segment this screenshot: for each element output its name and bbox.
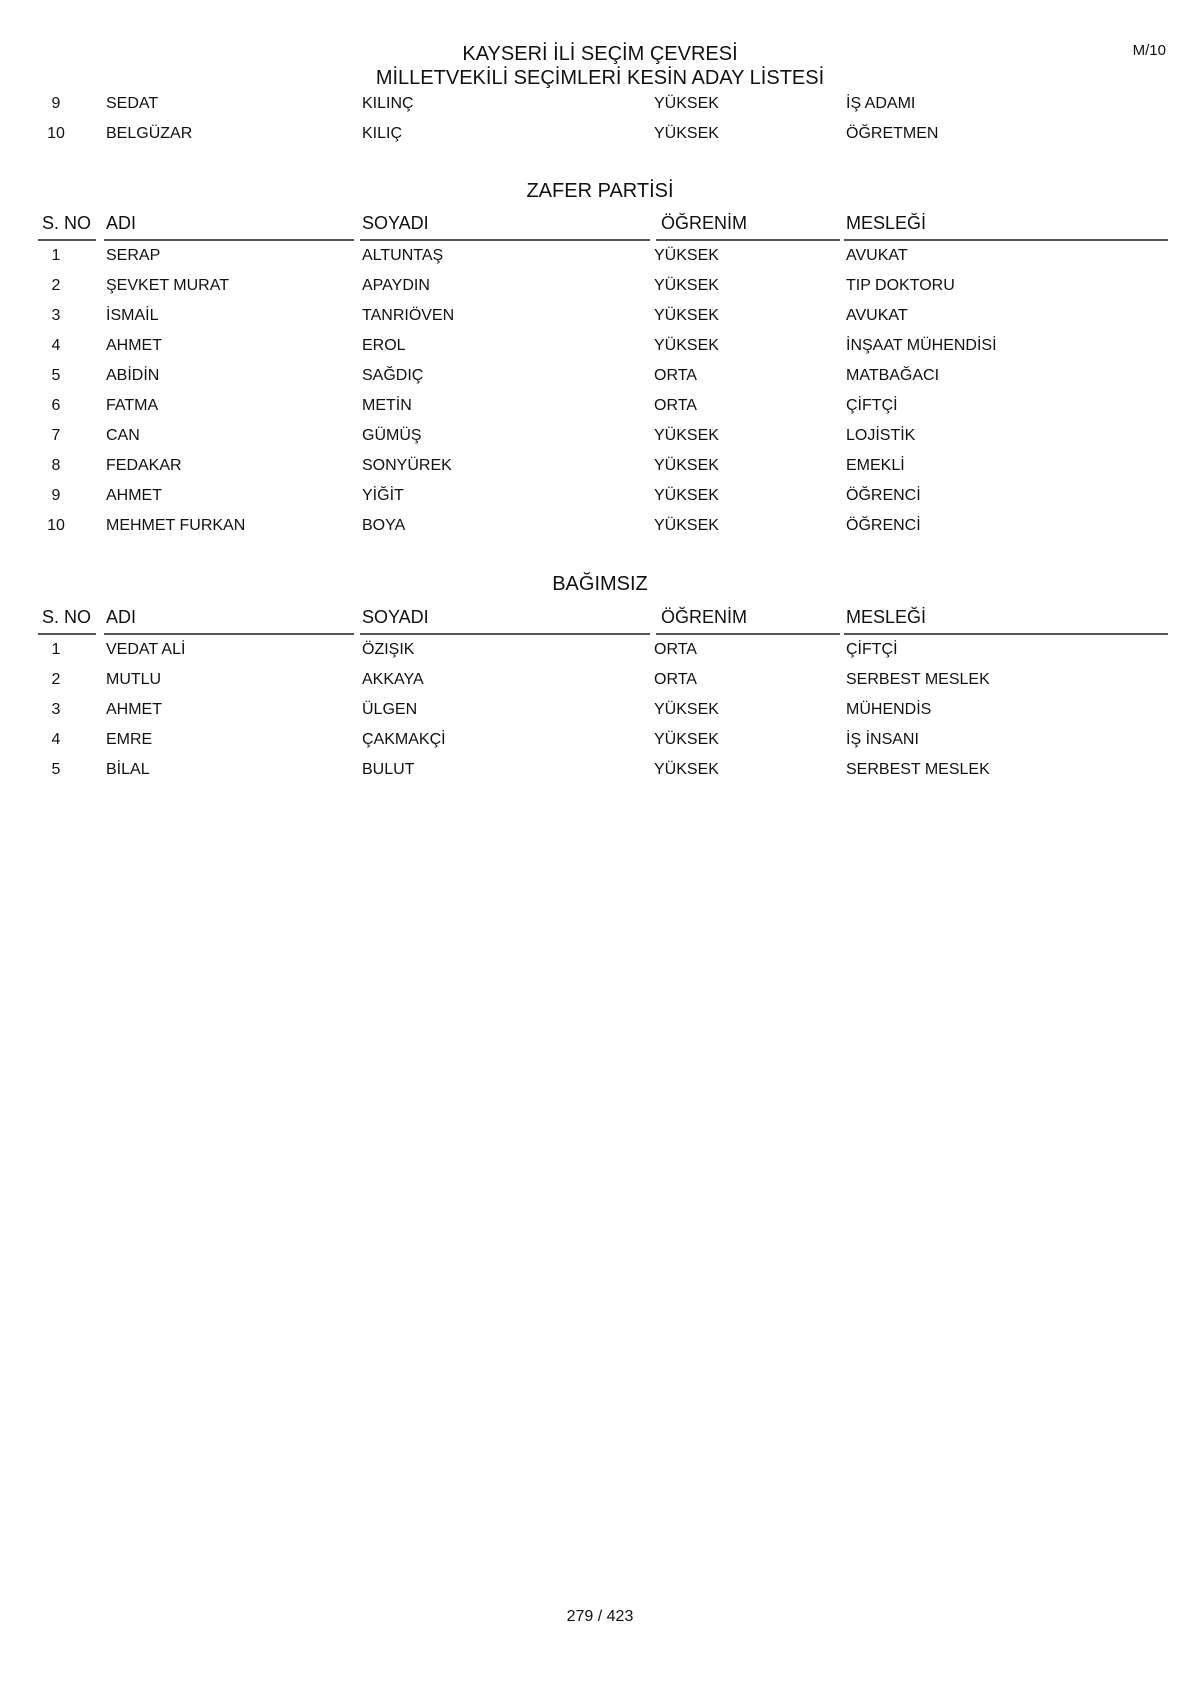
row-profession: SERBEST MESLEK [846,761,990,778]
header-surname-label: SOYADI [362,213,429,233]
row-surname: BOYA [362,517,406,534]
table-row [0,277,1200,299]
header-profession [844,607,1168,635]
row-name: AHMET [106,337,162,354]
row-no: 9 [51,487,61,504]
table-row [0,95,1200,117]
row-name: FEDAKAR [106,457,182,474]
row-no: 2 [51,277,61,294]
row-no: 6 [51,397,61,414]
document-header [0,42,1200,90]
table-row [0,517,1200,539]
row-surname: KILIÇ [362,125,403,142]
table-row [0,701,1200,723]
row-surname: ALTUNTAŞ [362,247,444,264]
row-name: ŞEVKET MURAT [106,277,229,294]
page-code: M/10 [1132,42,1166,59]
header-subtitle: MİLLETVEKİLİ SEÇİMLERİ KESİN ADAY LİSTESİ [375,67,825,89]
table-row [0,427,1200,449]
row-profession: EMEKLİ [846,457,905,474]
row-no: 7 [51,427,61,444]
row-surname: METİN [362,397,412,414]
row-no: 4 [51,337,61,354]
table-row [0,761,1200,783]
table-row [0,731,1200,753]
row-name: MEHMET FURKAN [106,517,246,534]
row-no: 1 [51,641,61,658]
row-profession: TIP DOKTORU [846,277,955,294]
header-surname-label: SOYADI [362,607,429,627]
row-surname: BULUT [362,761,415,778]
row-no: 8 [51,457,61,474]
row-no: 10 [47,125,65,142]
row-no: 5 [51,367,61,384]
row-education: ORTA [654,641,697,658]
row-name: MUTLU [106,671,162,688]
row-name: BİLAL [106,761,150,778]
row-education: YÜKSEK [654,337,719,354]
row-surname: TANRIÖVEN [362,307,455,324]
row-profession: MÜHENDİS [846,701,932,718]
row-name: SEDAT [106,95,159,112]
row-education: YÜKSEK [654,125,719,142]
header-profession [844,213,1168,241]
row-name: FATMA [106,397,159,414]
row-name: İSMAİL [106,307,159,324]
table-row [0,457,1200,479]
header-profession-label: MESLEĞİ [846,607,927,627]
row-name: ABİDİN [106,367,160,384]
row-education: YÜKSEK [654,247,719,264]
row-surname: ÖZIŞIK [362,641,415,658]
row-profession: ÇİFTÇİ [846,641,898,658]
row-profession: ÇİFTÇİ [846,397,898,414]
column-headers [0,213,1200,241]
row-profession: ÖĞRENCİ [846,517,921,534]
row-education: YÜKSEK [654,95,719,112]
row-education: ORTA [654,397,697,414]
row-education: YÜKSEK [654,701,719,718]
row-surname: APAYDIN [362,277,430,294]
table-row [0,671,1200,693]
table-row [0,337,1200,359]
row-surname: EROL [362,337,406,354]
row-no: 3 [51,701,61,718]
row-no: 1 [51,247,61,264]
row-profession: İNŞAAT MÜHENDİSİ [846,337,997,354]
row-no: 5 [51,761,61,778]
row-profession: ÖĞRENCİ [846,487,921,504]
header-no-label: S. NO [42,213,92,233]
header-surname [360,213,650,241]
row-profession: İŞ İNSANI [846,731,919,748]
section-title-zafer: ZAFER PARTİSİ [526,180,674,202]
row-education: YÜKSEK [654,517,719,534]
header-name-label: ADI [106,213,137,233]
row-education: YÜKSEK [654,427,719,444]
row-surname: ÜLGEN [362,701,418,718]
row-education: YÜKSEK [654,307,719,324]
row-surname: SONYÜREK [362,457,452,474]
section-title-bagimsiz: BAĞIMSIZ [552,573,648,595]
row-surname: ÇAKMAKÇİ [362,731,446,748]
page-pagination: 279 / 423 [566,1608,634,1625]
row-profession: AVUKAT [846,307,908,324]
row-education: YÜKSEK [654,761,719,778]
row-name: BELGÜZAR [106,125,193,142]
column-headers [0,607,1200,635]
header-name [104,213,354,241]
table-row [0,641,1200,663]
row-profession: İŞ ADAMI [846,95,916,112]
table-row [0,397,1200,419]
table-row [0,247,1200,269]
header-profession-label: MESLEĞİ [846,213,927,233]
row-profession: SERBEST MESLEK [846,671,990,688]
row-no: 4 [51,731,61,748]
row-surname: GÜMÜŞ [362,427,422,444]
header-no [38,213,96,241]
row-no: 9 [51,95,61,112]
row-profession: ÖĞRETMEN [846,125,939,142]
row-surname: YİĞİT [362,487,404,504]
row-name: AHMET [106,487,162,504]
header-no [38,607,96,635]
row-education: YÜKSEK [654,487,719,504]
table-row [0,125,1200,147]
row-education: YÜKSEK [654,731,719,748]
row-name: AHMET [106,701,162,718]
table-row [0,367,1200,389]
row-no: 10 [47,517,65,534]
row-name: SERAP [106,247,161,264]
row-education: ORTA [654,671,697,688]
row-name: CAN [106,427,140,444]
row-profession: LOJİSTİK [846,427,916,444]
row-name: EMRE [106,731,153,748]
header-name [104,607,354,635]
row-surname: SAĞDIÇ [362,367,424,384]
table-row [0,487,1200,509]
row-education: ORTA [654,367,697,384]
row-profession: AVUKAT [846,247,908,264]
row-no: 3 [51,307,61,324]
header-education [656,607,840,635]
row-surname: AKKAYA [362,671,424,688]
header-title: KAYSERİ İLİ SEÇİM ÇEVRESİ [462,43,738,65]
row-surname: KILINÇ [362,95,414,112]
row-profession: MATBAĞACI [846,367,940,384]
header-surname [360,607,650,635]
header-name-label: ADI [106,607,137,627]
row-no: 2 [51,671,61,688]
row-education: YÜKSEK [654,457,719,474]
table-row [0,307,1200,329]
header-education-label: ÖĞRENİM [661,607,748,627]
row-name: VEDAT ALİ [106,641,186,658]
header-no-label: S. NO [42,607,92,627]
header-education-label: ÖĞRENİM [661,213,748,233]
row-education: YÜKSEK [654,277,719,294]
header-education [656,213,840,241]
